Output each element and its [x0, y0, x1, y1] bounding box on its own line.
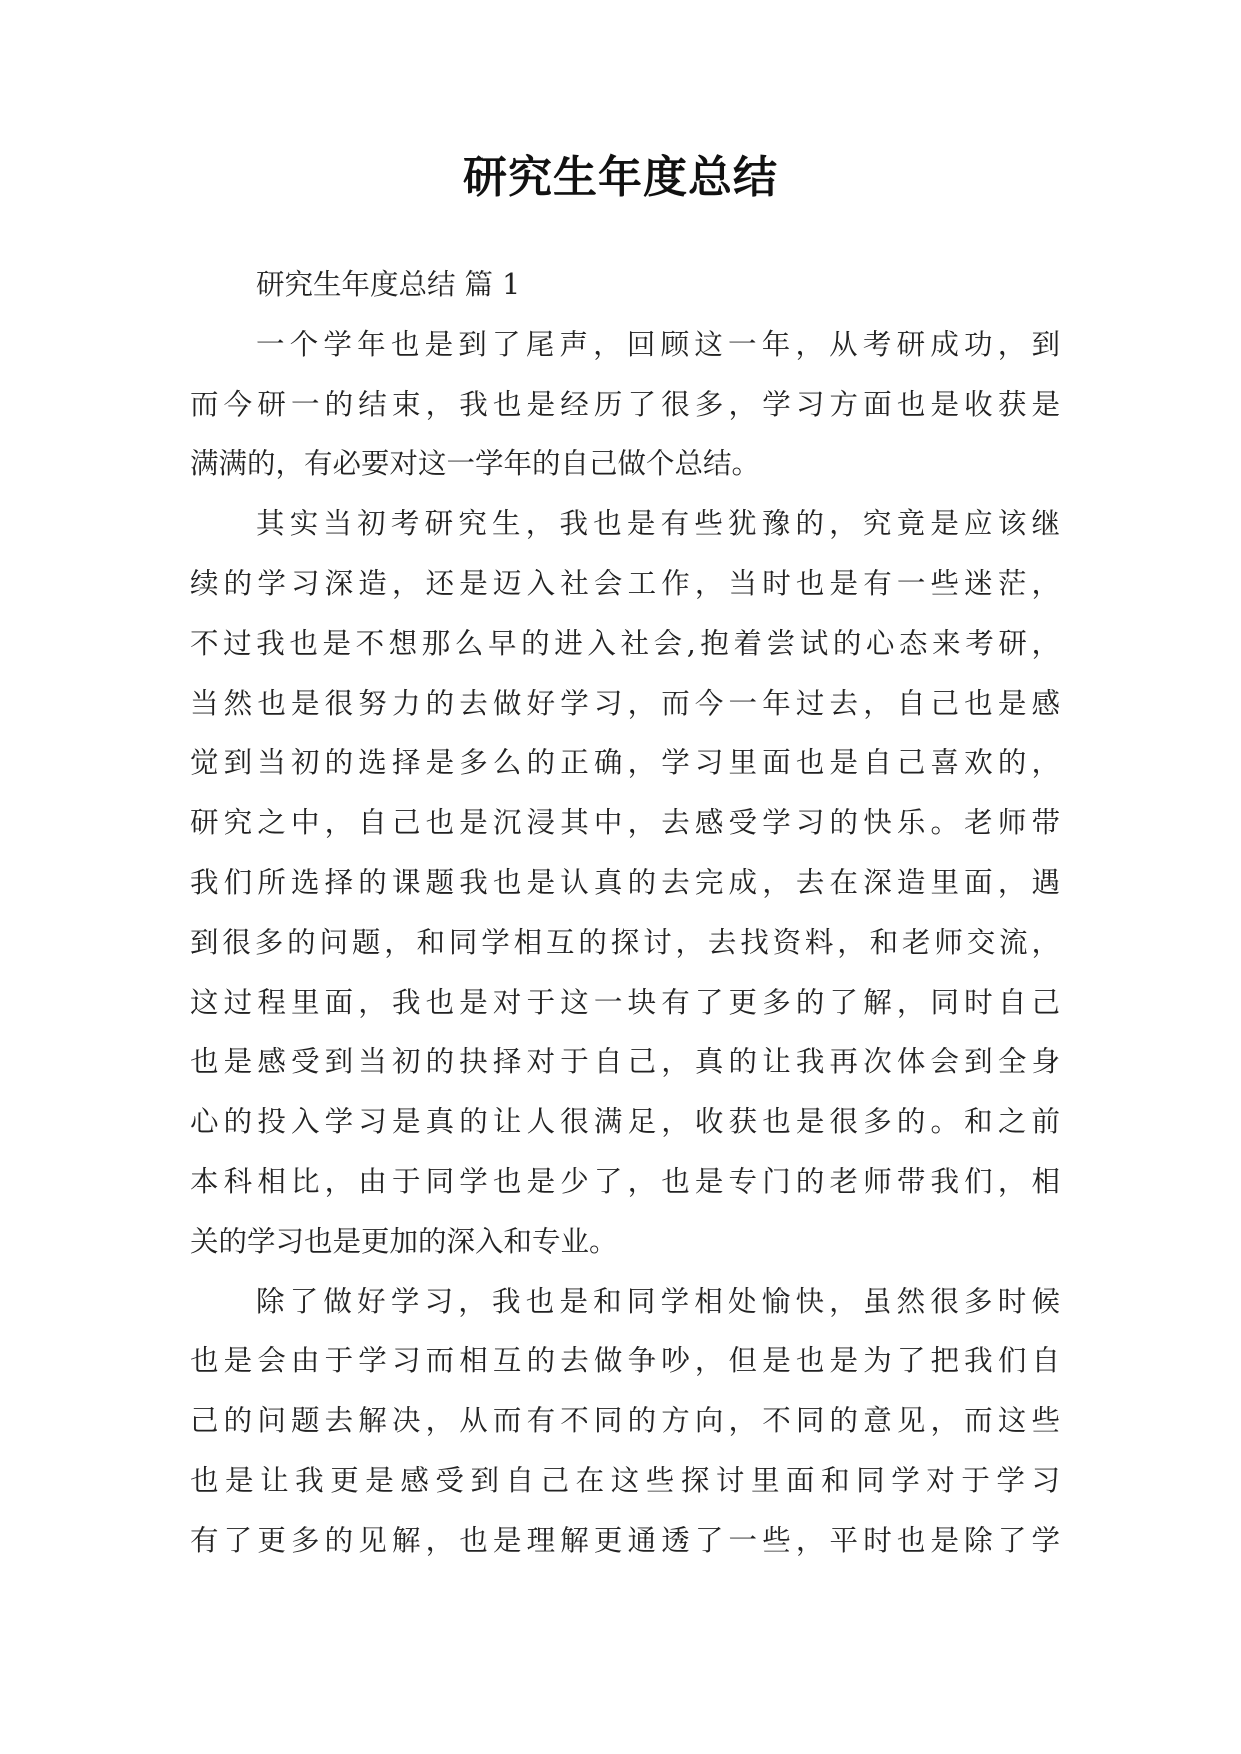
- paragraph-line: 满满的，有必要对这一学年的自己做个总结。: [190, 447, 761, 481]
- section-heading: 研究生年度总结 篇 1: [256, 268, 521, 301]
- paragraph-1: [190, 315, 1060, 494]
- paragraph-line: 关的学习也是更加的深入和专业。: [190, 1224, 618, 1258]
- paragraph-line: 续的学习深造，还是迈入社会工作，当时也是有一些迷茫，: [190, 566, 1060, 600]
- paragraph-line: 也是让我更是感受到自己在这些探讨里面和同学对于学习: [190, 1463, 1060, 1497]
- paragraph-line: 到很多的问题，和同学相互的探讨，去找资料，和老师交流，: [190, 925, 1060, 959]
- paragraph-3: [190, 1272, 1060, 1571]
- paragraph-line: 研究之中，自己也是沉浸其中，去感受学习的快乐。老师带: [190, 806, 1060, 840]
- document-title: 研究生年度总结: [463, 152, 778, 203]
- paragraph-line: 这过程里面，我也是对于这一块有了更多的了解，同时自己: [190, 985, 1060, 1019]
- paragraph-line: 除了做好学习，我也是和同学相处愉快，虽然很多时候: [256, 1284, 1060, 1318]
- paragraph-2: [190, 494, 1060, 1271]
- paragraph-line: 本科相比，由于同学也是少了，也是专门的老师带我们，相: [190, 1164, 1060, 1198]
- paragraph-line: 其实当初考研究生，我也是有些犹豫的，究竟是应该继: [256, 507, 1060, 541]
- paragraph-line: 心的投入学习是真的让人很满足，收获也是很多的。和之前: [190, 1105, 1060, 1139]
- paragraph-line: 有了更多的见解，也是理解更通透了一些，平时也是除了学: [190, 1523, 1060, 1557]
- paragraph-line: 一个学年也是到了尾声，回顾这一年，从考研成功，到: [256, 327, 1060, 361]
- paragraph-line: 己的问题去解决，从而有不同的方向，不同的意见，而这些: [190, 1404, 1060, 1438]
- paragraph-line: 觉到当初的选择是多么的正确，学习里面也是自己喜欢的，: [190, 746, 1060, 780]
- document-body: [190, 255, 1060, 1571]
- paragraph-line: 也是会由于学习而相互的去做争吵，但是也是为了把我们自: [190, 1344, 1060, 1378]
- paragraph-line: 我们所选择的课题我也是认真的去完成，去在深造里面，遇: [190, 865, 1060, 899]
- paragraph-line: 而今研一的结束，我也是经历了很多，学习方面也是收获是: [190, 387, 1060, 421]
- paragraph-line: 不过我也是不想那么早的进入社会,抱着尝试的心态来考研，: [190, 626, 1060, 660]
- paragraph-line: 也是感受到当初的抉择对于自己，真的让我再次体会到全身: [190, 1045, 1060, 1079]
- paragraph-line: 当然也是很努力的去做好学习，而今一年过去，自己也是感: [190, 686, 1060, 720]
